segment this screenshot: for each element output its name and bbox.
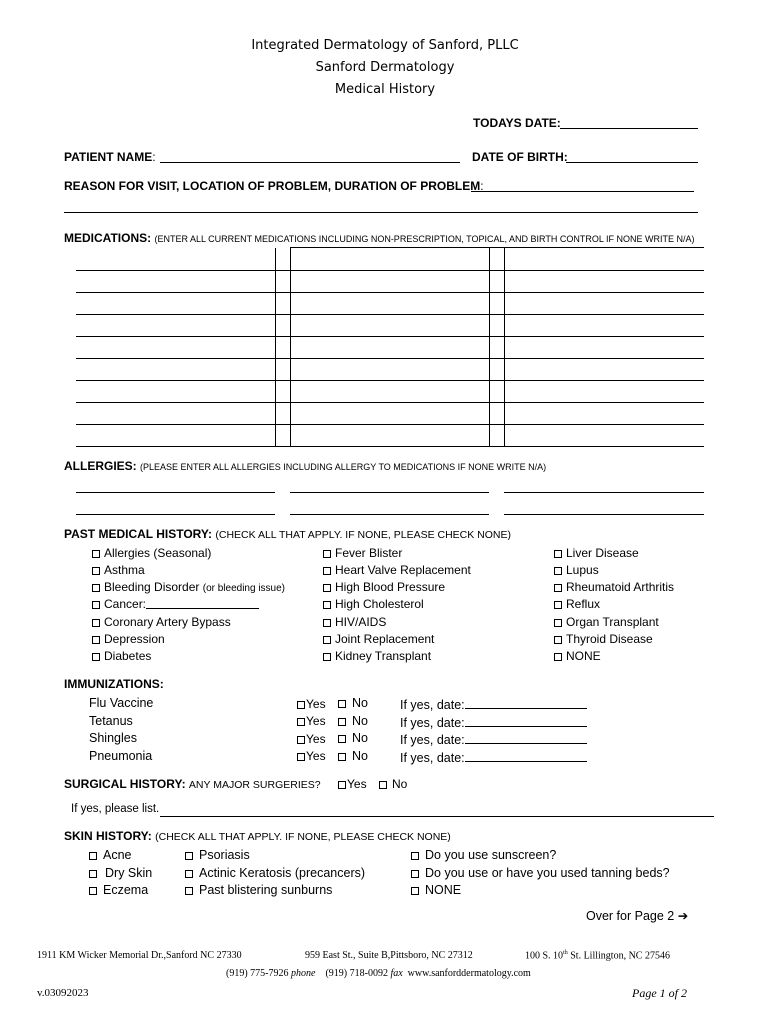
medication-row-line[interactable] — [76, 280, 704, 293]
checkbox[interactable] — [554, 550, 562, 558]
medication-column-divider — [504, 248, 505, 446]
imm-shingles-date[interactable]: If yes, date: — [400, 731, 587, 747]
checkbox[interactable] — [323, 619, 331, 627]
pmh-label: PAST MEDICAL HISTORY: (CHECK ALL THAT APPLY. IF NONE, PLEASE CHECK NONE) — [64, 527, 512, 541]
medication-top-line — [290, 247, 704, 248]
medication-column-divider — [489, 248, 490, 446]
checkbox[interactable] — [338, 753, 346, 761]
checkbox[interactable] — [554, 567, 562, 575]
reason-label: REASON FOR VISIT, LOCATION OF PROBLEM, DURATION OF PROBLEM: — [64, 179, 484, 193]
checkbox[interactable] — [338, 700, 346, 708]
practice-subname: Sanford Dermatology — [315, 60, 455, 75]
pmh-diabetes[interactable]: Diabetes — [92, 649, 151, 663]
skin-psoriasis[interactable]: Psoriasis — [185, 848, 250, 862]
checkbox[interactable] — [554, 636, 562, 644]
reason-field[interactable] — [471, 178, 694, 192]
pmh-cab[interactable]: Coronary Artery Bypass — [92, 615, 231, 629]
patient-name-label: PATIENT NAME: — [64, 150, 156, 164]
medication-row-line[interactable] — [76, 412, 704, 425]
pmh-allergies[interactable]: Allergies (Seasonal) — [92, 546, 211, 560]
footer-address-pittsboro: 959 East St., Suite B,Pittsboro, NC 27312 — [305, 950, 473, 961]
pmh-organ[interactable]: Organ Transplant — [554, 615, 659, 629]
medication-row-line[interactable] — [76, 434, 704, 447]
imm-flu-no[interactable]: No — [338, 696, 368, 710]
medication-row-line[interactable] — [76, 324, 704, 337]
surgical-label: SURGICAL HISTORY: ANY MAJOR SURGERIES? — [64, 777, 321, 791]
skin-tanning[interactable]: Do you use or have you used tanning beds? — [411, 866, 670, 880]
pmh-bleeding[interactable]: Bleeding Disorder (or bleeding issue) — [92, 580, 285, 594]
footer-address-lillington: 100 S. 10th St. Lillington, NC 27546 — [525, 950, 670, 962]
pmh-cancer[interactable]: Cancer: — [92, 597, 259, 611]
checkbox[interactable] — [411, 870, 419, 878]
pmh-heart-valve[interactable]: Heart Valve Replacement — [323, 563, 471, 577]
imm-pneumonia-yes[interactable]: Yes — [297, 749, 326, 763]
skin-sunburns[interactable]: Past blistering sunburns — [185, 883, 332, 897]
checkbox[interactable] — [92, 567, 100, 575]
skin-sunscreen[interactable]: Do you use sunscreen? — [411, 848, 556, 862]
checkbox[interactable] — [379, 781, 387, 789]
checkbox[interactable] — [92, 636, 100, 644]
surgical-list-field[interactable] — [160, 803, 714, 817]
pmh-liver[interactable]: Liver Disease — [554, 546, 639, 560]
skin-dry[interactable]: Dry Skin — [89, 866, 152, 880]
imm-tetanus-yes[interactable]: Yes — [297, 714, 326, 728]
checkbox[interactable] — [185, 887, 193, 895]
medication-column-divider — [275, 248, 276, 446]
imm-shingles-yes[interactable]: Yes — [297, 732, 326, 746]
skin-eczema[interactable]: Eczema — [89, 883, 148, 897]
checkbox[interactable] — [554, 601, 562, 609]
todays-date-field[interactable] — [560, 115, 698, 129]
imm-pneumonia-no[interactable]: No — [338, 749, 368, 763]
imm-tetanus-no[interactable]: No — [338, 714, 368, 728]
pmh-hbp[interactable]: High Blood Pressure — [323, 580, 445, 594]
pmh-lupus[interactable]: Lupus — [554, 563, 599, 577]
checkbox[interactable] — [297, 736, 305, 744]
allergy-field[interactable] — [76, 480, 275, 493]
dob-field[interactable] — [566, 149, 698, 163]
checkbox[interactable] — [89, 852, 97, 860]
practice-name: Integrated Dermatology of Sanford, PLLC — [251, 38, 519, 53]
imm-pneumonia: Pneumonia — [89, 749, 153, 763]
medications-label: MEDICATIONS: (ENTER ALL CURRENT MEDICATIONS INCLUDING NON-PRESCRIPTION, TOPICAL, AND BIRTH CONTROL IF NONE WRITE N/A) — [64, 231, 695, 245]
footer-contact: (919) 775-7926 phone (919) 718-0092 fax www.sanforddermatology.com — [226, 968, 531, 979]
pmh-thyroid[interactable]: Thyroid Disease — [554, 632, 653, 646]
checkbox[interactable] — [92, 550, 100, 558]
imm-flu-date[interactable]: If yes, date: — [400, 696, 587, 712]
cancer-field[interactable] — [146, 597, 259, 609]
pmh-none[interactable]: NONE — [554, 649, 601, 663]
patient-name-field[interactable] — [160, 149, 460, 163]
skin-label: SKIN HISTORY: (CHECK ALL THAT APPLY. IF NONE, PLEASE CHECK NONE) — [64, 829, 451, 843]
checkbox[interactable] — [338, 718, 346, 726]
dob-label: DATE OF BIRTH: — [472, 150, 568, 164]
checkbox[interactable] — [92, 601, 100, 609]
surgical-yes[interactable]: Yes — [338, 777, 367, 791]
medication-row-line[interactable] — [76, 302, 704, 315]
surgical-no[interactable]: No — [379, 777, 407, 791]
checkbox[interactable] — [89, 887, 97, 895]
allergy-field[interactable] — [504, 480, 704, 493]
checkbox[interactable] — [297, 718, 305, 726]
checkbox[interactable] — [554, 619, 562, 627]
checkbox[interactable] — [297, 753, 305, 761]
checkbox[interactable] — [185, 870, 193, 878]
pmh-kidney[interactable]: Kidney Transplant — [323, 649, 431, 663]
checkbox[interactable] — [323, 653, 331, 661]
medication-column-divider — [290, 248, 291, 446]
medication-row-line[interactable] — [76, 390, 704, 403]
reason-field-line-2[interactable] — [64, 199, 698, 213]
skin-ak[interactable]: Actinic Keratosis (precancers) — [185, 866, 365, 880]
version: v.03092023 — [37, 987, 89, 999]
immunizations-label: IMMUNIZATIONS: — [64, 677, 164, 691]
checkbox[interactable] — [323, 550, 331, 558]
checkbox[interactable] — [338, 735, 346, 743]
checkbox[interactable] — [554, 584, 562, 592]
checkbox[interactable] — [185, 852, 193, 860]
checkbox[interactable] — [323, 584, 331, 592]
pmh-joint[interactable]: Joint Replacement — [323, 632, 434, 646]
pmh-asthma[interactable]: Asthma — [92, 563, 145, 577]
surgical-list-label: If yes, please list. — [71, 803, 160, 815]
checkbox[interactable] — [92, 653, 100, 661]
pmh-depression[interactable]: Depression — [92, 632, 165, 646]
imm-tetanus: Tetanus — [89, 714, 133, 728]
allergy-field[interactable] — [290, 502, 489, 515]
imm-shingles-no[interactable]: No — [338, 731, 368, 745]
checkbox[interactable] — [92, 619, 100, 627]
imm-flu: Flu Vaccine — [89, 696, 154, 710]
pmh-ra[interactable]: Rheumatoid Arthritis — [554, 580, 674, 594]
form-title: Medical History — [334, 82, 436, 97]
checkbox[interactable] — [92, 584, 100, 592]
skin-none[interactable]: NONE — [411, 883, 461, 897]
imm-tetanus-date[interactable]: If yes, date: — [400, 714, 587, 730]
allergy-field[interactable] — [76, 502, 275, 515]
medication-row-line[interactable] — [76, 368, 704, 381]
pmh-reflux[interactable]: Reflux — [554, 597, 600, 611]
checkbox[interactable] — [323, 636, 331, 644]
allergy-field[interactable] — [504, 502, 704, 515]
over-page-note: Over for Page 2 ➔ — [586, 909, 689, 923]
medication-row-line[interactable] — [76, 346, 704, 359]
footer-address-sanford: 1911 KM Wicker Memorial Dr.,Sanford NC 27330 — [37, 950, 242, 961]
imm-flu-yes[interactable]: Yes — [297, 697, 326, 711]
pmh-cholesterol[interactable]: High Cholesterol — [323, 597, 424, 611]
checkbox[interactable] — [411, 852, 419, 860]
pmh-hiv[interactable]: HIV/AIDS — [323, 615, 386, 629]
checkbox[interactable] — [323, 601, 331, 609]
pmh-fever-blister[interactable]: Fever Blister — [323, 546, 402, 560]
allergy-field[interactable] — [290, 480, 489, 493]
skin-acne[interactable]: Acne — [89, 848, 132, 862]
page-number: Page 1 of 2 — [632, 986, 687, 1000]
checkbox[interactable] — [323, 567, 331, 575]
imm-shingles: Shingles — [89, 731, 137, 745]
medication-row-line[interactable] — [76, 258, 704, 271]
imm-pneumonia-date[interactable]: If yes, date: — [400, 749, 587, 765]
checkbox[interactable] — [89, 870, 97, 878]
checkbox[interactable] — [554, 653, 562, 661]
allergies-label: ALLERGIES: (PLEASE ENTER ALL ALLERGIES INCLUDING ALLERGY TO MEDICATIONS IF NONE WRITE N/A) — [64, 459, 547, 473]
checkbox[interactable] — [338, 781, 346, 789]
checkbox[interactable] — [411, 887, 419, 895]
todays-date-label: TODAYS DATE: — [473, 116, 561, 130]
checkbox[interactable] — [297, 701, 305, 709]
